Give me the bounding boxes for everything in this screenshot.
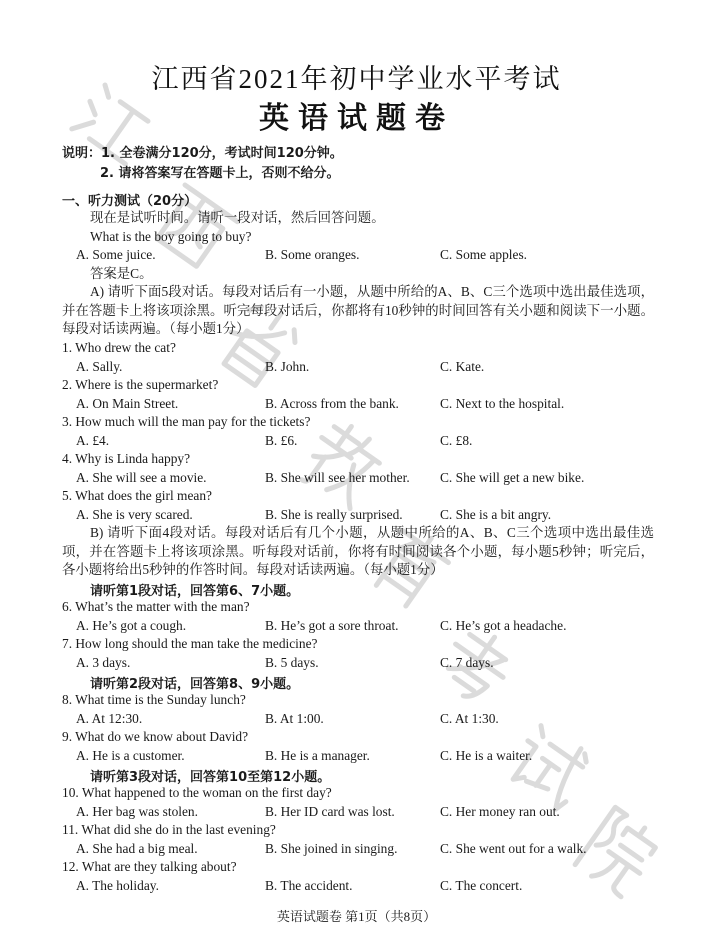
question-10: 10. What happened to the woman on the first day? <box>62 785 332 800</box>
example-option-c: C. Some apples. <box>440 247 528 262</box>
q9-option-b: B. He is a manager. <box>265 748 370 763</box>
exam-notes <box>62 144 343 184</box>
q1-option-c: C. Kate. <box>440 359 485 374</box>
dialogue-1-instruction: 请听第1段对话，回答第6、7小题。 <box>90 584 300 599</box>
section-heading: 一、听力测试（20分） <box>62 194 198 209</box>
q11-option-b: B. She joined in singing. <box>265 841 398 856</box>
part-a-instructions: A) 请听下面5段对话。每段对话后有一小题，从题中所给的A、B、C三个选项中选出最佳选项，并在答题卡上将该项涂黑。听完每段对话后，你都将有10秒钟的时间回答有关小题和阅读下一小题。每段对话读两遍。（每小题1分） <box>62 284 654 336</box>
question-1: 1. Who drew the cat? <box>62 340 176 355</box>
example-answer: 答案是C。 <box>90 266 153 281</box>
q6-option-b: B. He’s got a sore throat. <box>265 618 399 633</box>
q5-option-c: C. She is a bit angry. <box>440 507 552 522</box>
q3-option-a: A. £4. <box>76 433 110 448</box>
notes-label: 说明： <box>62 146 102 161</box>
example-option-b: B. Some oranges. <box>265 247 360 262</box>
q2-option-a: A. On Main Street. <box>76 396 179 411</box>
q2-option-c: C. Next to the hospital. <box>440 396 565 411</box>
q11-option-c: C. She went out for a walk. <box>440 841 587 856</box>
q12-option-a: A. The holiday. <box>76 878 159 893</box>
q9-option-a: A. He is a customer. <box>76 748 185 763</box>
question-5: 5. What does the girl mean? <box>62 488 212 503</box>
q8-option-b: B. At 1:00. <box>265 711 324 726</box>
q1-option-a: A. Sally. <box>76 359 123 374</box>
q1-option-b: B. John. <box>265 359 310 374</box>
q7-option-a: A. 3 days. <box>76 655 131 670</box>
q5-option-b: B. She is really surprised. <box>265 507 403 522</box>
q12-option-b: B. The accident. <box>265 878 353 893</box>
question-9: 9. What do we know about David? <box>62 729 249 744</box>
q10-option-c: C. Her money ran out. <box>440 804 560 819</box>
question-3: 3. How much will the man pay for the tickets? <box>62 414 311 429</box>
q12-option-c: C. The concert. <box>440 878 523 893</box>
paper-title: 英语试题卷 <box>259 101 454 136</box>
q2-option-b: B. Across from the bank. <box>265 396 399 411</box>
question-8: 8. What time is the Sunday lunch? <box>62 692 246 707</box>
question-2: 2. Where is the supermarket? <box>62 377 219 392</box>
q4-option-c: C. She will get a new bike. <box>440 470 585 485</box>
q10-option-a: A. Her bag was stolen. <box>76 804 198 819</box>
q10-option-b: B. Her ID card was lost. <box>265 804 395 819</box>
q6-option-c: C. He’s got a headache. <box>440 618 567 633</box>
page-footer: 英语试题卷 第1页（共8页） <box>276 909 437 924</box>
q4-option-a: A. She will see a movie. <box>76 470 207 485</box>
q8-option-c: C. At 1:30. <box>440 711 499 726</box>
example-question: What is the boy going to buy? <box>90 229 252 244</box>
dialogue-2-instruction: 请听第2段对话，回答第8、9小题。 <box>90 677 300 692</box>
dialogue-3-instruction: 请听第3段对话，回答第10至第12小题。 <box>90 770 331 785</box>
question-4: 4. Why is Linda happy? <box>62 451 191 466</box>
question-6: 6. What’s the matter with the man? <box>62 599 250 614</box>
q11-option-a: A. She had a big meal. <box>76 841 198 856</box>
q6-option-a: A. He’s got a cough. <box>76 618 187 633</box>
q8-option-a: A. At 12:30. <box>76 711 143 726</box>
exam-title: 江西省2021年初中学业水平考试 <box>151 64 562 94</box>
q5-option-a: A. She is very scared. <box>76 507 193 522</box>
example-option-a: A. Some juice. <box>76 247 156 262</box>
q3-option-b: B. £6. <box>265 433 298 448</box>
part-b-instructions: B) 请听下面4段对话。每段对话后有几个小题，从题中所给的A、B、C三个选项中选出最佳选项，并在答题卡上将该项涂黑。听每段对话前，你将有时间阅读各个小题，每小题5秒钟；听完后，各小题将给出5秒钟的作答时间。每段对话读两遍。（每小题1分） <box>62 525 654 577</box>
q9-option-c: C. He is a waiter. <box>440 748 533 763</box>
note-item: 1. 全卷满分120分，考试时间120分钟。 <box>101 146 343 161</box>
question-7: 7. How long should the man take the medicine? <box>62 636 318 651</box>
q4-option-b: B. She will see her mother. <box>265 470 410 485</box>
q7-option-b: B. 5 days. <box>265 655 319 670</box>
question-11: 11. What did she do in the last evening? <box>62 822 276 837</box>
question-12: 12. What are they talking about? <box>62 859 237 874</box>
q3-option-c: C. £8. <box>440 433 473 448</box>
example-intro: 现在是试听时间。请听一段对话，然后回答问题。 <box>90 210 385 225</box>
q7-option-c: C. 7 days. <box>440 655 494 670</box>
note-item: 2. 请将答案写在答题卡上，否则不给分。 <box>100 166 340 181</box>
